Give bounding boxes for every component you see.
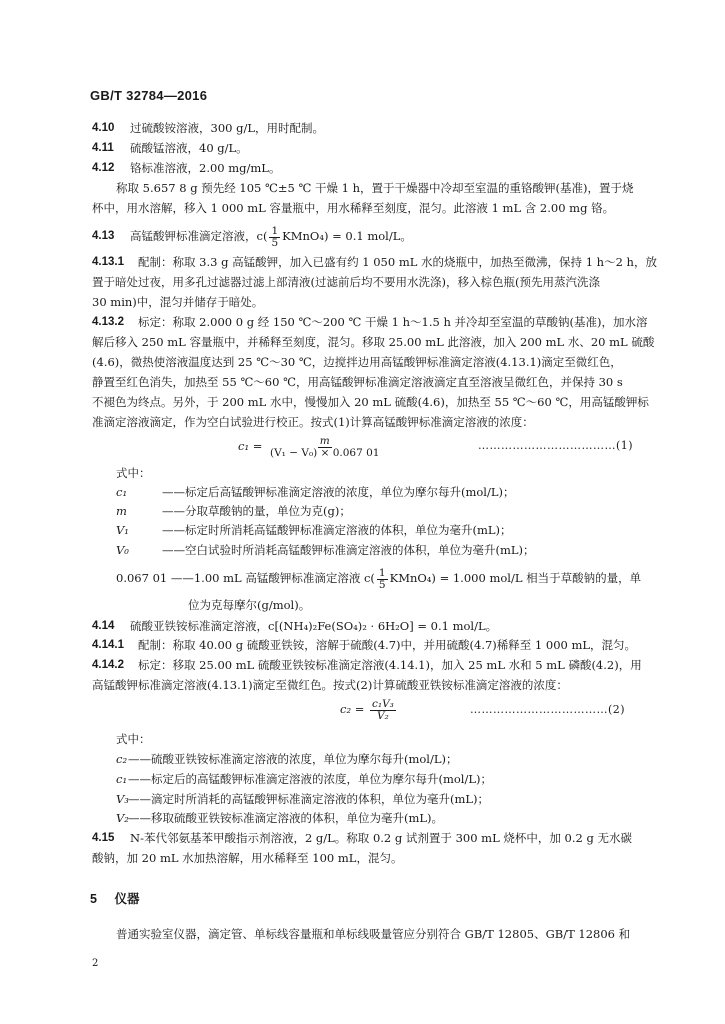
paragraph-line: 置于暗处过夜，用多孔过滤器过滤上部清液(过滤前后均不要用水洗涤)，移入棕色瓶(预先用蒸汽洗涤	[92, 275, 600, 289]
item-number: 4.13	[92, 230, 115, 242]
equation-number: ………………………………(1)	[478, 439, 634, 452]
symbol: V₃	[116, 792, 129, 806]
paragraph-line: 标定：移取 25.00 mL 硫酸亚铁铵标准滴定溶液(4.14.1)，加入 25 mL 水和 5 mL 磷酸(4.2)，用	[138, 658, 642, 672]
item-number: 4.11	[92, 142, 114, 154]
fraction-numerator: m	[319, 434, 330, 447]
symbol: V₀	[116, 543, 129, 557]
item-text: 过硫酸铵溶液，300 g/L，用时配制。	[130, 121, 324, 135]
where-label: 式中：	[116, 466, 151, 480]
formula-part: = 1.000 mol/L 相当于草酸钠的量，单	[439, 571, 642, 585]
formula-part: KMnO₄	[389, 571, 432, 585]
item-text-formula: 高锰酸钾标准滴定溶液，c( $\frac{1}{5}$ KMnO₄) = 0.1 mol/L。	[130, 224, 412, 249]
equation-fraction	[370, 699, 396, 722]
paragraph-line: 30 min)中，混匀并储存于暗处。	[92, 295, 264, 309]
page-number: 2	[92, 958, 99, 969]
symbol-definition: ——滴定时所消耗的高锰酸钾标准滴定溶液的体积，单位为毫升(mL)；	[128, 792, 490, 806]
section-title: 仪器	[114, 892, 140, 906]
fraction-denominator: (V₁ − V₀) × 0.067 01	[270, 446, 380, 459]
symbol: c₁	[116, 485, 128, 499]
paragraph-line: (4.6)，微热使溶液温度达到 25 ℃～30 ℃，边搅拌边用高锰酸钾标准滴定溶液(4.13.1)滴定至微红色，	[92, 355, 622, 369]
item-number: 4.14	[92, 620, 115, 632]
where-label: 式中：	[116, 732, 151, 746]
symbol: c₂	[116, 752, 128, 766]
item-number: 4.13.2	[92, 316, 124, 328]
paragraph-line: 称取 5.657 8 g 预先经 105 ℃±5 ℃ 干燥 1 h，置于干燥器中冷却至室温的重铬酸钾(基准)，置于烧	[116, 181, 634, 195]
formula-part: KMnO₄	[282, 229, 324, 243]
fraction	[377, 568, 388, 591]
item-number: 4.14.1	[92, 639, 124, 651]
fraction-numerator: 1	[271, 224, 279, 237]
fraction-denominator: V₂	[377, 709, 389, 722]
symbol-definition: ——移取硫酸亚铁铵标准滴定溶液的体积，单位为毫升(mL)。	[128, 811, 444, 825]
equation-2	[340, 696, 398, 722]
formula-part: 高锰酸钾标准滴定溶液，c	[130, 229, 263, 243]
formula-part: 0.067 01 ——1.00 mL 高锰酸钾标准滴定溶液 c	[116, 571, 371, 585]
paragraph-line: 杯中，用水溶解，移入 1 000 mL 容量瓶中，用水稀释至刻度，混匀。此溶液 1 mL 含 2.00 mg 铬。	[92, 201, 615, 215]
fraction	[269, 226, 280, 249]
symbol-definition: ——分取草酸钠的量，单位为克(g)；	[162, 504, 351, 518]
symbol: V₁	[116, 523, 129, 537]
paragraph-line: 普通实验室仪器，滴定管、单标线容量瓶和单标线吸量管应分别符合 GB/T 12805、GB/T 12806 和	[116, 927, 631, 941]
item-number: 4.15	[92, 832, 115, 844]
symbol-definition: ——标定后高锰酸钾标准滴定溶液的浓度，单位为摩尔每升(mol/L)；	[162, 485, 515, 499]
item-text: 配制：称取 40.00 g 硫酸亚铁铵，溶解于硫酸(4.7)中，并用硫酸(4.7)稀释至 1 000 mL，混匀。	[138, 638, 637, 652]
paragraph-line: 不褪色为终点。另外，于 200 mL 水中，慢慢加入 20 mL 硫酸(4.6)，加热至 55 ℃～60 ℃，用高锰酸钾标	[92, 395, 649, 409]
section-number: 5	[90, 892, 97, 906]
item-number: 4.14.2	[92, 659, 124, 671]
fraction-numerator: 1	[378, 566, 386, 579]
standard-header: GB/T 32784—2016	[90, 88, 208, 103]
fraction-numerator: c₁V₃	[372, 697, 394, 710]
paragraph-line: 解后移入 250 mL 容量瓶中，并稀释至刻度，混匀。移取 25.00 mL 此溶液，加入 200 mL 水、20 mL 硫酸	[92, 335, 655, 349]
symbol-definition: ——硫酸亚铁铵标准滴定溶液的浓度，单位为摩尔每升(mol/L)；	[128, 752, 458, 766]
paragraph-line: 酸钠，加 20 mL 水加热溶解，用水稀释至 100 mL，混匀。	[92, 851, 403, 865]
paragraph-line: 标定：称取 2.000 0 g 经 150 ℃～200 ℃ 干燥 1 h～1.5 h 并冷却至室温的草酸钠(基准)，加水溶	[138, 315, 648, 329]
symbol-definition: ——空白试验时所消耗高锰酸钾标准滴定溶液的体积，单位为毫升(mL)；	[162, 543, 535, 557]
item-text: 硫酸亚铁铵标准滴定溶液，c[(NH₄)₂Fe(SO₄)₂ · 6H₂O] = 0.1 mol/L。	[130, 619, 498, 633]
equation-lhs: c₁ =	[238, 439, 263, 453]
symbol: V₂	[116, 811, 129, 825]
symbol: m	[116, 504, 127, 518]
symbol: c₁	[116, 772, 128, 786]
item-text: 铬标准溶液，2.00 mg/mL。	[130, 161, 281, 175]
paragraph-line: 位为克每摩尔(g/mol)。	[188, 598, 311, 612]
equation-lhs: c₂ =	[340, 702, 365, 716]
paragraph-line: 配制：称取 3.3 g 高锰酸钾，加入已盛有约 1 050 mL 水的烧瓶中，加热至微沸，保持 1 h～2 h，放	[138, 255, 657, 269]
item-number: 4.10	[92, 122, 115, 134]
equation-1	[238, 433, 383, 459]
constant-definition: 0.067 01 ——1.00 mL 高锰酸钾标准滴定溶液 c( $\frac{1}{5}$ KMnO₄) = 1.000 mol/L 相当于草酸钠的量，单	[116, 566, 642, 591]
item-number: 4.13.1	[92, 256, 124, 268]
paragraph-line: 静置至红色消失，加热至 55 ℃～60 ℃，用高锰酸钾标准滴定溶液滴定直至溶液呈微红色，并保持 30 s	[92, 375, 623, 389]
fraction-denominator: 5	[271, 236, 279, 249]
symbol-definition: ——标定时所消耗高锰酸钾标准滴定溶液的体积，单位为毫升(mL)；	[162, 523, 512, 537]
item-text: 硫酸锰溶液，40 g/L。	[130, 141, 248, 155]
item-number: 4.12	[92, 162, 115, 174]
equation-fraction	[268, 436, 381, 459]
symbol-definition: ——标定后的高锰酸钾标准滴定溶液的浓度，单位为摩尔每升(mol/L)；	[128, 772, 492, 786]
paragraph-line: 高锰酸钾标准滴定溶液(4.13.1)滴定至微红色。按式(2)计算硫酸亚铁铵标准滴定溶液的浓度：	[92, 678, 568, 692]
formula-part: = 0.1 mol/L。	[332, 229, 412, 243]
equation-number: ………………………………(2)	[470, 703, 626, 716]
paragraph-line: N-苯代邻氨基苯甲酸指示剂溶液，2 g/L。称取 0.2 g 试剂置于 300 mL 烧杯中，加 0.2 g 无水碳	[130, 831, 632, 845]
section-heading	[90, 889, 139, 907]
fraction-denominator: 5	[378, 578, 386, 591]
paragraph-line: 准滴定溶液滴定，作为空白试验进行校正。按式(1)计算高锰酸钾标准滴定溶液的浓度：	[92, 415, 534, 429]
